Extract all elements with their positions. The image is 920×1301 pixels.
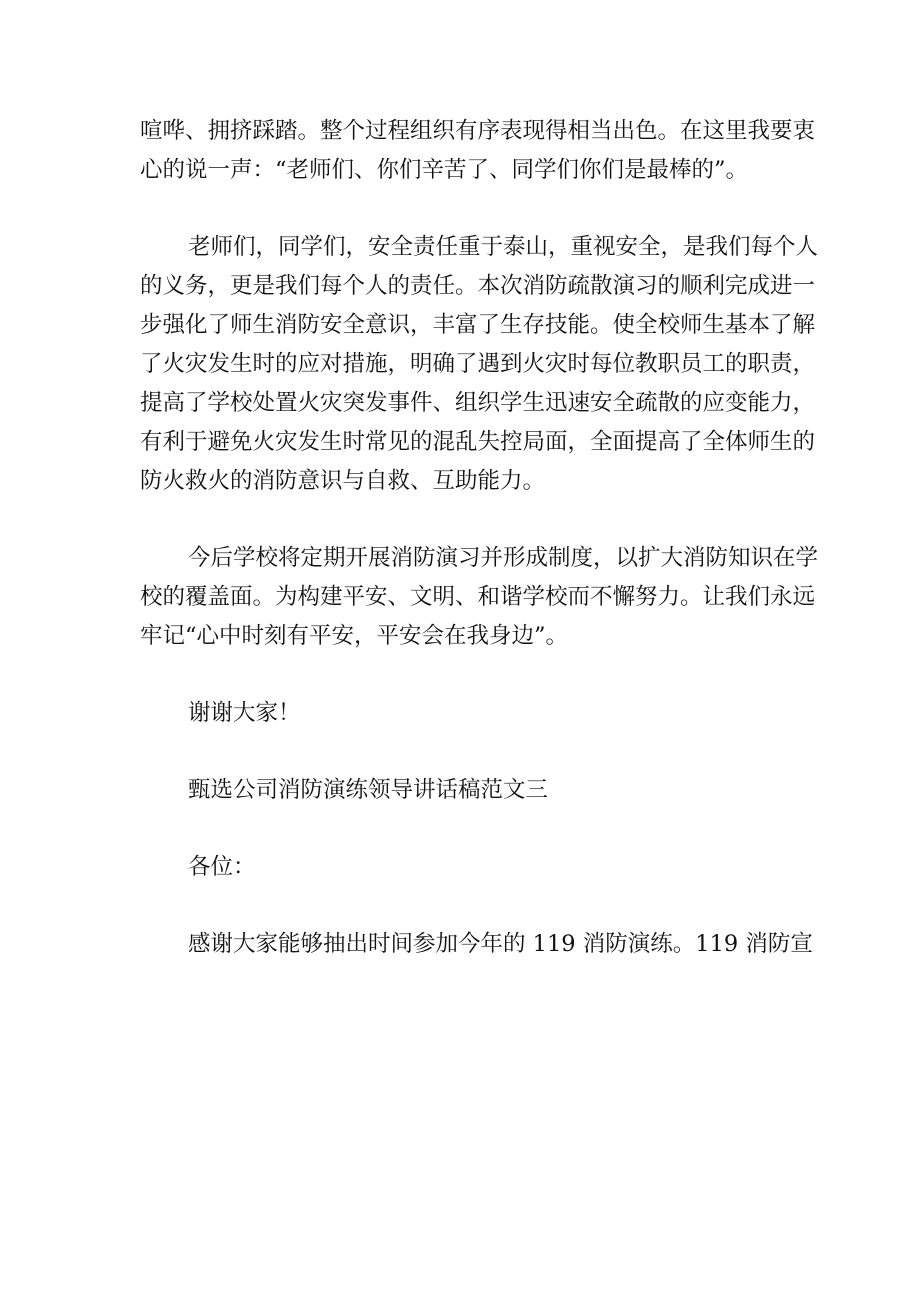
- paragraph-line: 甄选公司消防演练领导讲话稿范文三: [188, 777, 549, 803]
- document-body: [140, 112, 819, 964]
- paragraph-2: [140, 228, 819, 501]
- paragraph-line: 牢记“心中时刻有平安，平安会在我身边”。: [140, 623, 569, 649]
- paragraph-line: 各位：: [188, 854, 256, 880]
- paragraph-line: 提高了学校处置火灾突发事件、组织学生迅速安全疏散的应变能力，: [140, 390, 816, 416]
- paragraph-line: 老师们，同学们，安全责任重于泰山，重视安全，是我们每个人: [188, 234, 819, 260]
- paragraph-line: 感谢大家能够抽出时间参加今年的 119 消防演练。119 消防宣: [188, 931, 813, 957]
- section-title: [140, 771, 790, 810]
- paragraph-1: [140, 112, 816, 190]
- paragraph-line: 喧哗、拥挤踩踏。整个过程组织有序表现得相当出色。在这里我要衷: [140, 118, 816, 144]
- paragraph-line: 心的说一声：“老师们、你们辛苦了、同学们你们是最棒的”。: [140, 157, 749, 183]
- paragraph-3: [140, 539, 819, 656]
- paragraph-line: 了火灾发生时的应对措施，明确了遇到火灾时每位教职员工的职责，: [140, 351, 816, 377]
- paragraph-line: 步强化了师生消防安全意识，丰富了生存技能。使全校师生基本了解: [140, 312, 816, 338]
- paragraph-line: 防火救火的消防意识与自救、互助能力。: [140, 468, 546, 494]
- paragraph-line: 有利于避免火灾发生时常见的混乱失控局面，全面提高了全体师生的: [140, 429, 816, 455]
- paragraph-line: 谢谢大家！: [188, 700, 301, 726]
- paragraph-thanks: [140, 694, 790, 733]
- paragraph-line: 校的覆盖面。为构建平安、文明、和谐学校而不懈努力。让我们永远: [140, 584, 816, 610]
- paragraph-line: 今后学校将定期开展消防演习并形成制度，以扩大消防知识在学: [188, 545, 819, 571]
- paragraph-4: [140, 925, 813, 964]
- paragraph-line: 的义务，更是我们每个人的责任。本次消防疏散演习的顺利完成进一: [140, 273, 816, 299]
- salutation: [140, 848, 790, 887]
